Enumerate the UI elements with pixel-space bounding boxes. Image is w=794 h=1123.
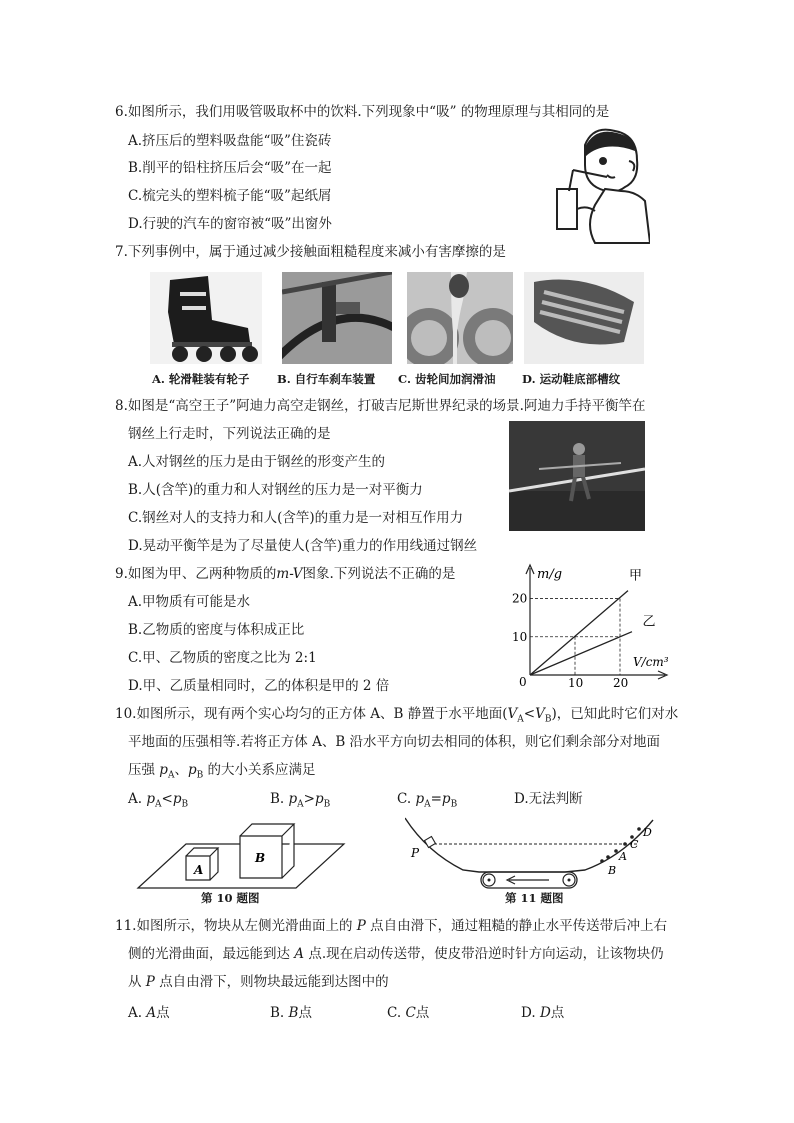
q9-option-a: A.甲物质有可能是水 <box>128 594 251 610</box>
q6-option-c: C.梳完头的塑料梳子能“吸”起纸屑 <box>128 188 332 204</box>
graph-series-jia <box>530 591 628 675</box>
m-v-graph <box>505 560 675 688</box>
q7-caption-d: D. 运动鞋底部槽纹 <box>522 372 621 386</box>
q11-line3: 从 P 点自由滑下，则物块最远能到达图中的 <box>128 974 389 990</box>
sneaker-sole-photo <box>524 272 644 364</box>
fig10-cubes-on-ground <box>136 812 346 894</box>
q7-caption-a: A. 轮滑鞋装有轮子 <box>152 372 250 386</box>
graph-xtick-label: 20 <box>613 676 629 688</box>
graph-series-yi <box>530 632 632 675</box>
fig11-point-c: C <box>630 838 639 851</box>
q7-caption-c: C. 齿轮间加润滑油 <box>398 372 496 386</box>
q8-option-a: A.人对钢丝的压力是由于钢丝的形变产生的 <box>128 454 386 470</box>
boy-drinking-illustration <box>545 125 650 245</box>
fig11-conveyor-belt <box>405 812 660 894</box>
fig11-caption: 第 11 题图 <box>505 891 564 905</box>
q10-option-c: C. $p_A=p_B$ <box>397 791 458 810</box>
graph-ylabel: m/g <box>537 567 563 582</box>
q9-option-b: B.乙物质的密度与体积成正比 <box>128 622 305 638</box>
q11-option-a: A. A点 <box>128 1005 170 1021</box>
fig10-caption: 第 10 题图 <box>201 891 260 905</box>
graph-ytick-label: 10 <box>512 629 528 644</box>
q10-line2: 平地面的压强相等.若将正方体 A、B 沿水平方向切去相同的体积，则它们剩余部分对地面 <box>128 734 661 750</box>
q8-option-b: B.人(含竿)的重力和人对钢丝的压力是一对平衡力 <box>128 482 423 498</box>
q11-option-b: B. B点 <box>270 1005 312 1021</box>
q10-option-b: B. $p_A>p_B$ <box>270 791 331 810</box>
gear-lubrication-photo <box>407 272 513 364</box>
q10-option-d: D.无法判断 <box>514 791 583 807</box>
q6-option-b: B.削平的铅柱挤压后会“吸”在一起 <box>128 160 332 176</box>
q9-option-c: C.甲、乙物质的密度之比为 2:1 <box>128 650 317 666</box>
graph-ytick-label: 20 <box>512 591 528 606</box>
inline-skate-photo <box>150 272 262 364</box>
q8-stem-line2: 钢丝上行走时，下列说法正确的是 <box>128 426 331 442</box>
tightrope-walker-photo <box>509 421 645 531</box>
fig11-point-d: D <box>643 826 652 839</box>
q6-option-a: A.挤压后的塑料吸盘能“吸”住瓷砖 <box>128 133 332 149</box>
q11-line1: 11.如图所示，物块从左侧光滑曲面上的 P 点自由滑下，通过粗糙的静止水平传送带后冲上右 <box>115 918 668 934</box>
cube-b-label: B <box>255 851 266 865</box>
fig11-point-b: B <box>608 864 617 877</box>
cube-a-label: A <box>194 863 204 877</box>
q7-stem: 7.下列事例中，属于通过减少接触面粗糙程度来减小有害摩擦的是 <box>115 244 506 260</box>
q8-option-c: C.钢丝对人的支持力和人(含竿)的重力是一对相互作用力 <box>128 510 464 526</box>
q11-option-d: D. D点 <box>521 1005 565 1021</box>
graph-xtick-label: 10 <box>568 676 584 688</box>
q9-stem: 9.如图为甲、乙两种物质的m-V图象.下列说法不正确的是 <box>115 566 456 582</box>
fig11-point-p: P <box>411 846 420 860</box>
q10-line3: 压强 $p_A$、$p_B$ 的大小关系应满足 <box>128 762 316 781</box>
q10-line1: 10.如图所示，现有两个实心均匀的正方体 A、B 静置于水平地面$(V_A<V_B)$，已知此时它们对水 <box>115 706 679 725</box>
q8-option-d: D.晃动平衡竿是为了尽量使人(含竿)重力的作用线通过钢丝 <box>128 538 478 554</box>
q9-option-d: D.甲、乙质量相同时，乙的体积是甲的 2 倍 <box>128 678 390 694</box>
q11-line2: 侧的光滑曲面，最远能到达 A 点.现在启动传送带，使皮带沿逆时针方向运动，让该物块仍 <box>128 946 664 962</box>
graph-xlabel: V/cm³ <box>633 655 669 669</box>
bicycle-brake-photo <box>282 272 392 364</box>
graph-series-yi-label: 乙 <box>642 614 656 630</box>
q11-option-c: C. C点 <box>387 1005 430 1021</box>
q6-option-d: D.行驶的汽车的窗帘被“吸”出窗外 <box>128 216 332 232</box>
q6-stem: 6.如图所示，我们用吸管吸取杯中的饮料.下列现象中“吸” 的物理原理与其相同的是 <box>115 104 610 120</box>
q10-option-a: A. $p_A<p_B$ <box>128 791 189 810</box>
q8-stem-line1: 8.如图是“高空王子”阿迪力高空走钢丝，打破吉尼斯世界纪录的场景.阿迪力手持平衡竿在 <box>115 398 646 414</box>
graph-origin: 0 <box>519 675 527 688</box>
graph-series-jia-label: 甲 <box>629 568 643 584</box>
fig11-point-a: A <box>619 850 627 863</box>
q7-caption-b: B. 自行车刹车装置 <box>277 372 376 386</box>
